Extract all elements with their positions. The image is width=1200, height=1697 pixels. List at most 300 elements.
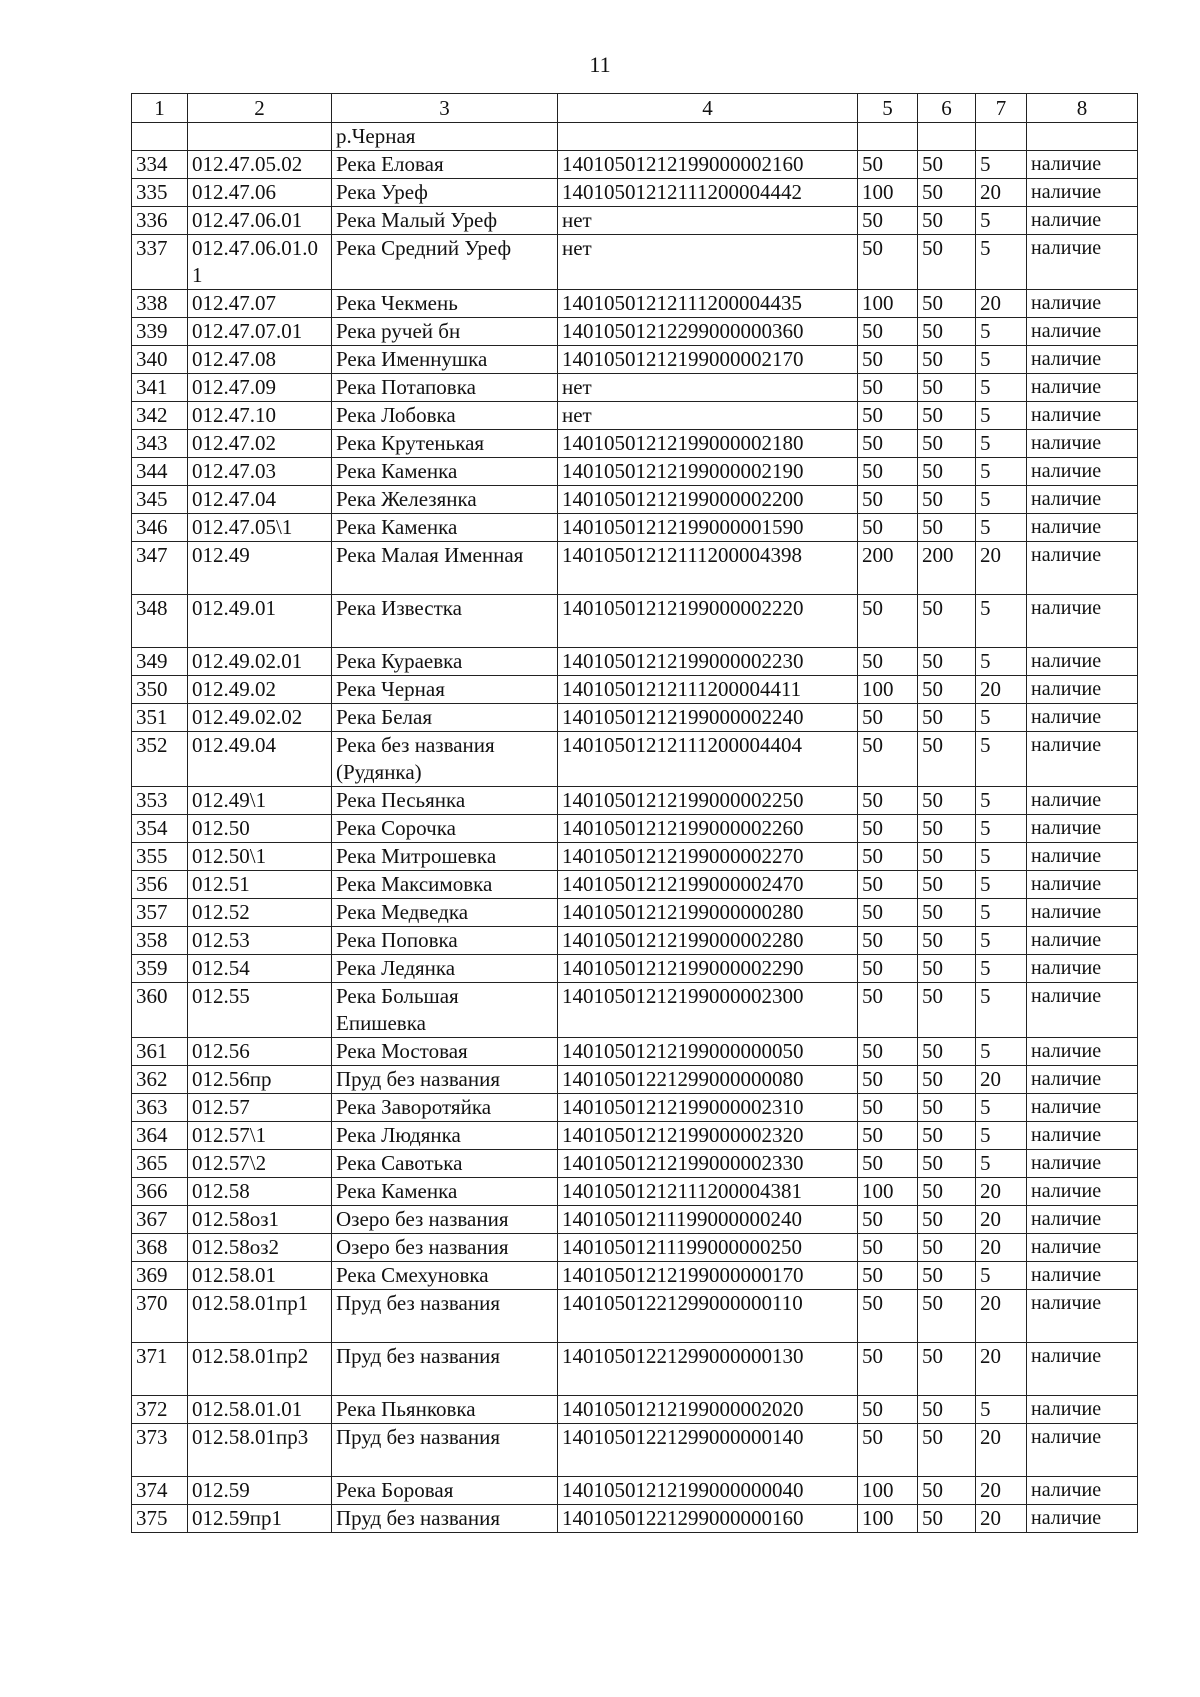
cell-status: наличие: [1027, 486, 1138, 514]
cell-object-code: 012.58.01пр2: [188, 1343, 332, 1396]
cell-object-code: 012.47.06: [188, 179, 332, 207]
cell-object-code: 012.47.05.02: [188, 151, 332, 179]
table-row: [132, 899, 1138, 927]
table-row: [132, 290, 1138, 318]
cell-col-7: 20: [976, 1290, 1027, 1343]
cell-object-code: 012.56: [188, 1038, 332, 1066]
cell-col-5: 50: [858, 235, 918, 290]
cell-col-6: 50: [918, 235, 976, 290]
cell-row-number: 336: [132, 207, 188, 235]
table-row: [132, 1477, 1138, 1505]
cell-col-6: 50: [918, 704, 976, 732]
cell-status: наличие: [1027, 676, 1138, 704]
cell-status: наличие: [1027, 1150, 1138, 1178]
table-row: [132, 595, 1138, 648]
cell-col-5: 50: [858, 1150, 918, 1178]
cell-status: наличие: [1027, 1094, 1138, 1122]
cell-registry-code: 14010501212199000002230: [558, 648, 858, 676]
cell-registry-code: нет: [558, 374, 858, 402]
cell-registry-code: 14010501221299000000080: [558, 1066, 858, 1094]
cell-object-code: 012.58оз1: [188, 1206, 332, 1234]
cell-status: наличие: [1027, 1178, 1138, 1206]
cell-status: наличие: [1027, 787, 1138, 815]
cell-col-7: 5: [976, 235, 1027, 290]
cell-row-number: 339: [132, 318, 188, 346]
cell-registry-code: 14010501212111200004404: [558, 732, 858, 787]
cell-row-number: 369: [132, 1262, 188, 1290]
cell-object-name: Река ручей бн: [332, 318, 558, 346]
cell-row-number: 366: [132, 1178, 188, 1206]
cell-row-number: 365: [132, 1150, 188, 1178]
cell-col-6: [918, 123, 976, 151]
cell-object-code: 012.47.07.01: [188, 318, 332, 346]
cell-registry-code: 14010501212199000002280: [558, 927, 858, 955]
cell-col-5: 50: [858, 374, 918, 402]
cell-object-name: Река Чекмень: [332, 290, 558, 318]
cell-col-5: [858, 123, 918, 151]
column-header-2: 2: [188, 94, 332, 123]
cell-col-5: 200: [858, 542, 918, 595]
cell-registry-code: 14010501212111200004398: [558, 542, 858, 595]
cell-col-5: 50: [858, 871, 918, 899]
cell-row-number: 338: [132, 290, 188, 318]
table-row: [132, 1505, 1138, 1533]
cell-object-code: 012.58.01пр1: [188, 1290, 332, 1343]
table-row: [132, 648, 1138, 676]
cell-row-number: 371: [132, 1343, 188, 1396]
cell-row-number: 351: [132, 704, 188, 732]
cell-col-5: 50: [858, 1122, 918, 1150]
cell-col-7: 5: [976, 1094, 1027, 1122]
cell-registry-code: 14010501212199000000280: [558, 899, 858, 927]
cell-col-7: 5: [976, 402, 1027, 430]
column-header-1: 1: [132, 94, 188, 123]
cell-status: наличие: [1027, 983, 1138, 1038]
cell-object-code: [188, 123, 332, 151]
cell-object-code: 012.47.06.01: [188, 207, 332, 235]
table-row: [132, 430, 1138, 458]
cell-status: наличие: [1027, 1206, 1138, 1234]
cell-object-code: 012.59пр1: [188, 1505, 332, 1533]
cell-registry-code: 14010501221299000000140: [558, 1424, 858, 1477]
column-header-8: 8: [1027, 94, 1138, 123]
cell-object-name: Река Медведка: [332, 899, 558, 927]
cell-registry-code: 14010501211199000000250: [558, 1234, 858, 1262]
cell-object-name: Река Именнушка: [332, 346, 558, 374]
cell-object-code: 012.47.05\1: [188, 514, 332, 542]
cell-registry-code: 14010501212199000002320: [558, 1122, 858, 1150]
table-row: [132, 1066, 1138, 1094]
cell-col-6: 50: [918, 1477, 976, 1505]
cell-status: наличие: [1027, 402, 1138, 430]
table-row: [132, 346, 1138, 374]
cell-col-5: 100: [858, 1505, 918, 1533]
cell-row-number: 363: [132, 1094, 188, 1122]
cell-col-6: 50: [918, 1150, 976, 1178]
cell-row-number: 350: [132, 676, 188, 704]
table-row: [132, 676, 1138, 704]
table-row: [132, 1094, 1138, 1122]
cell-registry-code: нет: [558, 235, 858, 290]
cell-col-5: 100: [858, 1477, 918, 1505]
column-header-6: 6: [918, 94, 976, 123]
cell-col-7: 5: [976, 843, 1027, 871]
cell-col-7: 5: [976, 514, 1027, 542]
cell-status: наличие: [1027, 514, 1138, 542]
cell-row-number: 356: [132, 871, 188, 899]
cell-object-code: 012.52: [188, 899, 332, 927]
table-row: [132, 123, 1138, 151]
cell-row-number: 352: [132, 732, 188, 787]
cell-row-number: 375: [132, 1505, 188, 1533]
cell-status: наличие: [1027, 235, 1138, 290]
cell-registry-code: нет: [558, 207, 858, 235]
cell-col-6: 50: [918, 151, 976, 179]
cell-row-number: 344: [132, 458, 188, 486]
cell-col-6: 200: [918, 542, 976, 595]
cell-col-6: 50: [918, 402, 976, 430]
cell-row-number: 347: [132, 542, 188, 595]
cell-status: наличие: [1027, 1424, 1138, 1477]
cell-object-code: 012.53: [188, 927, 332, 955]
cell-col-6: 50: [918, 1396, 976, 1424]
cell-status: наличие: [1027, 1066, 1138, 1094]
cell-col-7: 5: [976, 430, 1027, 458]
cell-col-6: 50: [918, 732, 976, 787]
cell-row-number: 334: [132, 151, 188, 179]
cell-row-number: 343: [132, 430, 188, 458]
cell-row-number: 345: [132, 486, 188, 514]
cell-col-7: 5: [976, 346, 1027, 374]
cell-col-6: 50: [918, 1038, 976, 1066]
cell-status: наличие: [1027, 1396, 1138, 1424]
cell-registry-code: 14010501212199000001590: [558, 514, 858, 542]
cell-object-name: Река Еловая: [332, 151, 558, 179]
cell-col-5: 50: [858, 704, 918, 732]
cell-object-code: 012.51: [188, 871, 332, 899]
cell-object-code: 012.49.02.01: [188, 648, 332, 676]
cell-object-code: 012.50\1: [188, 843, 332, 871]
cell-object-name: Река Большая Епишевка: [332, 983, 558, 1038]
cell-row-number: 349: [132, 648, 188, 676]
cell-col-7: [976, 123, 1027, 151]
cell-object-name: Пруд без названия: [332, 1424, 558, 1477]
cell-object-code: 012.47.04: [188, 486, 332, 514]
cell-col-5: 50: [858, 983, 918, 1038]
cell-col-5: 50: [858, 151, 918, 179]
cell-col-5: 50: [858, 1234, 918, 1262]
table-row: [132, 955, 1138, 983]
cell-col-7: 5: [976, 899, 1027, 927]
cell-object-code: 012.59: [188, 1477, 332, 1505]
cell-object-name: Река Боровая: [332, 1477, 558, 1505]
cell-registry-code: 14010501212199000000050: [558, 1038, 858, 1066]
cell-registry-code: 14010501212199000002260: [558, 815, 858, 843]
cell-registry-code: 14010501221299000000160: [558, 1505, 858, 1533]
cell-col-7: 5: [976, 871, 1027, 899]
cell-object-name: Река Белая: [332, 704, 558, 732]
cell-col-5: 50: [858, 458, 918, 486]
column-header-3: 3: [332, 94, 558, 123]
cell-col-5: 100: [858, 676, 918, 704]
cell-object-name: Река Черная: [332, 676, 558, 704]
cell-col-6: 50: [918, 983, 976, 1038]
cell-object-code: 012.58.01.01: [188, 1396, 332, 1424]
table-row: [132, 1343, 1138, 1396]
table-row: [132, 151, 1138, 179]
cell-col-6: 50: [918, 374, 976, 402]
cell-object-name: Река Мостовая: [332, 1038, 558, 1066]
cell-col-6: 50: [918, 346, 976, 374]
cell-status: наличие: [1027, 815, 1138, 843]
cell-col-6: 50: [918, 871, 976, 899]
cell-col-7: 5: [976, 1038, 1027, 1066]
cell-row-number: 354: [132, 815, 188, 843]
cell-col-7: 5: [976, 927, 1027, 955]
cell-object-name: Река без названия (Рудянка): [332, 732, 558, 787]
cell-object-code: 012.57\1: [188, 1122, 332, 1150]
cell-object-code: 012.57\2: [188, 1150, 332, 1178]
cell-row-number: 346: [132, 514, 188, 542]
cell-object-code: 012.47.02: [188, 430, 332, 458]
cell-object-name: Река Смехуновка: [332, 1262, 558, 1290]
cell-col-7: 5: [976, 955, 1027, 983]
cell-object-code: 012.50: [188, 815, 332, 843]
cell-col-6: 50: [918, 1066, 976, 1094]
cell-object-name: Река Каменка: [332, 1178, 558, 1206]
cell-col-7: 5: [976, 732, 1027, 787]
cell-col-6: 50: [918, 843, 976, 871]
cell-object-name: Река Песьянка: [332, 787, 558, 815]
cell-object-name: Река Митрошевка: [332, 843, 558, 871]
table-row: [132, 787, 1138, 815]
cell-status: наличие: [1027, 1477, 1138, 1505]
cell-object-code: 012.47.03: [188, 458, 332, 486]
cell-row-number: 367: [132, 1206, 188, 1234]
cell-col-6: 50: [918, 787, 976, 815]
cell-registry-code: 14010501212199000002180: [558, 430, 858, 458]
cell-col-5: 50: [858, 1290, 918, 1343]
cell-col-5: 50: [858, 648, 918, 676]
cell-registry-code: [558, 123, 858, 151]
table-row: [132, 235, 1138, 290]
cell-object-name: Река Лобовка: [332, 402, 558, 430]
cell-col-5: 50: [858, 318, 918, 346]
cell-status: [1027, 123, 1138, 151]
cell-registry-code: нет: [558, 402, 858, 430]
cell-object-name: Река Ледянка: [332, 955, 558, 983]
cell-col-5: 50: [858, 732, 918, 787]
cell-col-7: 5: [976, 595, 1027, 648]
cell-object-code: 012.47.09: [188, 374, 332, 402]
cell-col-5: 50: [858, 927, 918, 955]
cell-object-code: 012.47.10: [188, 402, 332, 430]
cell-col-6: 50: [918, 486, 976, 514]
cell-col-6: 50: [918, 1424, 976, 1477]
cell-row-number: [132, 123, 188, 151]
cell-row-number: 359: [132, 955, 188, 983]
cell-col-6: 50: [918, 1178, 976, 1206]
table-row: [132, 983, 1138, 1038]
cell-status: наличие: [1027, 318, 1138, 346]
cell-col-7: 5: [976, 458, 1027, 486]
cell-registry-code: 14010501212199000002170: [558, 346, 858, 374]
cell-object-code: 012.58.01: [188, 1262, 332, 1290]
table-row: [132, 704, 1138, 732]
cell-col-5: 50: [858, 486, 918, 514]
cell-object-name: Река Уреф: [332, 179, 558, 207]
cell-col-7: 5: [976, 374, 1027, 402]
cell-col-7: 20: [976, 1178, 1027, 1206]
cell-registry-code: 14010501212199000002300: [558, 983, 858, 1038]
cell-col-7: 5: [976, 983, 1027, 1038]
cell-object-code: 012.57: [188, 1094, 332, 1122]
cell-col-5: 50: [858, 1424, 918, 1477]
cell-registry-code: 14010501212111200004411: [558, 676, 858, 704]
cell-status: наличие: [1027, 430, 1138, 458]
cell-col-5: 50: [858, 1094, 918, 1122]
table-row: [132, 1424, 1138, 1477]
cell-col-5: 50: [858, 402, 918, 430]
cell-row-number: 372: [132, 1396, 188, 1424]
cell-object-name: Река Людянка: [332, 1122, 558, 1150]
cell-object-name: Река Малый Уреф: [332, 207, 558, 235]
cell-registry-code: 14010501221299000000110: [558, 1290, 858, 1343]
cell-status: наличие: [1027, 732, 1138, 787]
cell-object-code: 012.54: [188, 955, 332, 983]
cell-status: наличие: [1027, 346, 1138, 374]
cell-object-name: Пруд без названия: [332, 1343, 558, 1396]
cell-status: наличие: [1027, 595, 1138, 648]
table-row: [132, 1206, 1138, 1234]
cell-status: наличие: [1027, 1234, 1138, 1262]
cell-col-6: 50: [918, 595, 976, 648]
cell-status: наличие: [1027, 843, 1138, 871]
cell-col-5: 50: [858, 1396, 918, 1424]
table-row: [132, 1150, 1138, 1178]
cell-col-6: 50: [918, 1505, 976, 1533]
cell-registry-code: 14010501212111200004435: [558, 290, 858, 318]
cell-registry-code: 14010501212111200004442: [558, 179, 858, 207]
cell-col-7: 20: [976, 1343, 1027, 1396]
cell-object-code: 012.56пр: [188, 1066, 332, 1094]
cell-row-number: 353: [132, 787, 188, 815]
cell-object-code: 012.49\1: [188, 787, 332, 815]
cell-status: наличие: [1027, 648, 1138, 676]
table-row: [132, 486, 1138, 514]
cell-col-7: 5: [976, 207, 1027, 235]
cell-row-number: 373: [132, 1424, 188, 1477]
cell-object-name: Река Заворотяйка: [332, 1094, 558, 1122]
cell-registry-code: 14010501212199000002190: [558, 458, 858, 486]
cell-col-7: 5: [976, 1150, 1027, 1178]
cell-status: наличие: [1027, 1343, 1138, 1396]
cell-status: наличие: [1027, 542, 1138, 595]
cell-col-5: 50: [858, 1343, 918, 1396]
cell-row-number: 374: [132, 1477, 188, 1505]
cell-col-6: 50: [918, 899, 976, 927]
cell-col-7: 20: [976, 1206, 1027, 1234]
cell-col-6: 50: [918, 514, 976, 542]
cell-col-5: 100: [858, 1178, 918, 1206]
table-row: [132, 871, 1138, 899]
cell-object-code: 012.47.08: [188, 346, 332, 374]
cell-col-5: 50: [858, 899, 918, 927]
cell-col-5: 100: [858, 290, 918, 318]
table-row: [132, 732, 1138, 787]
page-number: 11: [589, 52, 611, 77]
cell-col-6: 50: [918, 955, 976, 983]
cell-col-7: 5: [976, 787, 1027, 815]
cell-col-7: 5: [976, 1262, 1027, 1290]
cell-row-number: 360: [132, 983, 188, 1038]
cell-row-number: 370: [132, 1290, 188, 1343]
cell-row-number: 335: [132, 179, 188, 207]
cell-status: наличие: [1027, 871, 1138, 899]
cell-registry-code: 14010501212199000002160: [558, 151, 858, 179]
cell-object-code: 012.49.02.02: [188, 704, 332, 732]
table-row: [132, 402, 1138, 430]
table-row: [132, 1234, 1138, 1262]
cell-object-code: 012.58оз2: [188, 1234, 332, 1262]
cell-object-name: Озеро без названия: [332, 1206, 558, 1234]
cell-object-name: Река Сорочка: [332, 815, 558, 843]
table-header-row: [132, 94, 1138, 123]
cell-col-5: 50: [858, 207, 918, 235]
cell-col-7: 20: [976, 179, 1027, 207]
cell-col-6: 50: [918, 815, 976, 843]
cell-object-name: Река Савотька: [332, 1150, 558, 1178]
cell-object-code: 012.55: [188, 983, 332, 1038]
cell-col-7: 20: [976, 1424, 1027, 1477]
cell-status: наличие: [1027, 704, 1138, 732]
table-row: [132, 179, 1138, 207]
cell-col-7: 5: [976, 151, 1027, 179]
cell-col-6: 50: [918, 1343, 976, 1396]
cell-object-name: Река Крутенькая: [332, 430, 558, 458]
cell-col-7: 20: [976, 1234, 1027, 1262]
cell-registry-code: 14010501212299000000360: [558, 318, 858, 346]
cell-row-number: 337: [132, 235, 188, 290]
cell-row-number: 342: [132, 402, 188, 430]
table-row: [132, 318, 1138, 346]
table-row: [132, 1262, 1138, 1290]
cell-object-code: 012.49.02: [188, 676, 332, 704]
cell-registry-code: 14010501212199000002200: [558, 486, 858, 514]
cell-registry-code: 14010501212111200004381: [558, 1178, 858, 1206]
cell-col-7: 5: [976, 704, 1027, 732]
water-objects-table: [131, 93, 1138, 1533]
cell-col-7: 5: [976, 318, 1027, 346]
cell-status: наличие: [1027, 290, 1138, 318]
cell-object-name: Река Пьянковка: [332, 1396, 558, 1424]
cell-object-name: Пруд без названия: [332, 1505, 558, 1533]
cell-registry-code: 14010501212199000002240: [558, 704, 858, 732]
cell-col-5: 50: [858, 514, 918, 542]
cell-row-number: 364: [132, 1122, 188, 1150]
cell-col-6: 50: [918, 676, 976, 704]
column-header-5: 5: [858, 94, 918, 123]
cell-object-name: Река Известка: [332, 595, 558, 648]
cell-status: наличие: [1027, 458, 1138, 486]
cell-registry-code: 14010501221299000000130: [558, 1343, 858, 1396]
cell-status: наличие: [1027, 374, 1138, 402]
cell-object-code: 012.49: [188, 542, 332, 595]
cell-col-6: 50: [918, 458, 976, 486]
cell-col-6: 50: [918, 1206, 976, 1234]
cell-col-5: 50: [858, 346, 918, 374]
cell-registry-code: 14010501212199000000170: [558, 1262, 858, 1290]
